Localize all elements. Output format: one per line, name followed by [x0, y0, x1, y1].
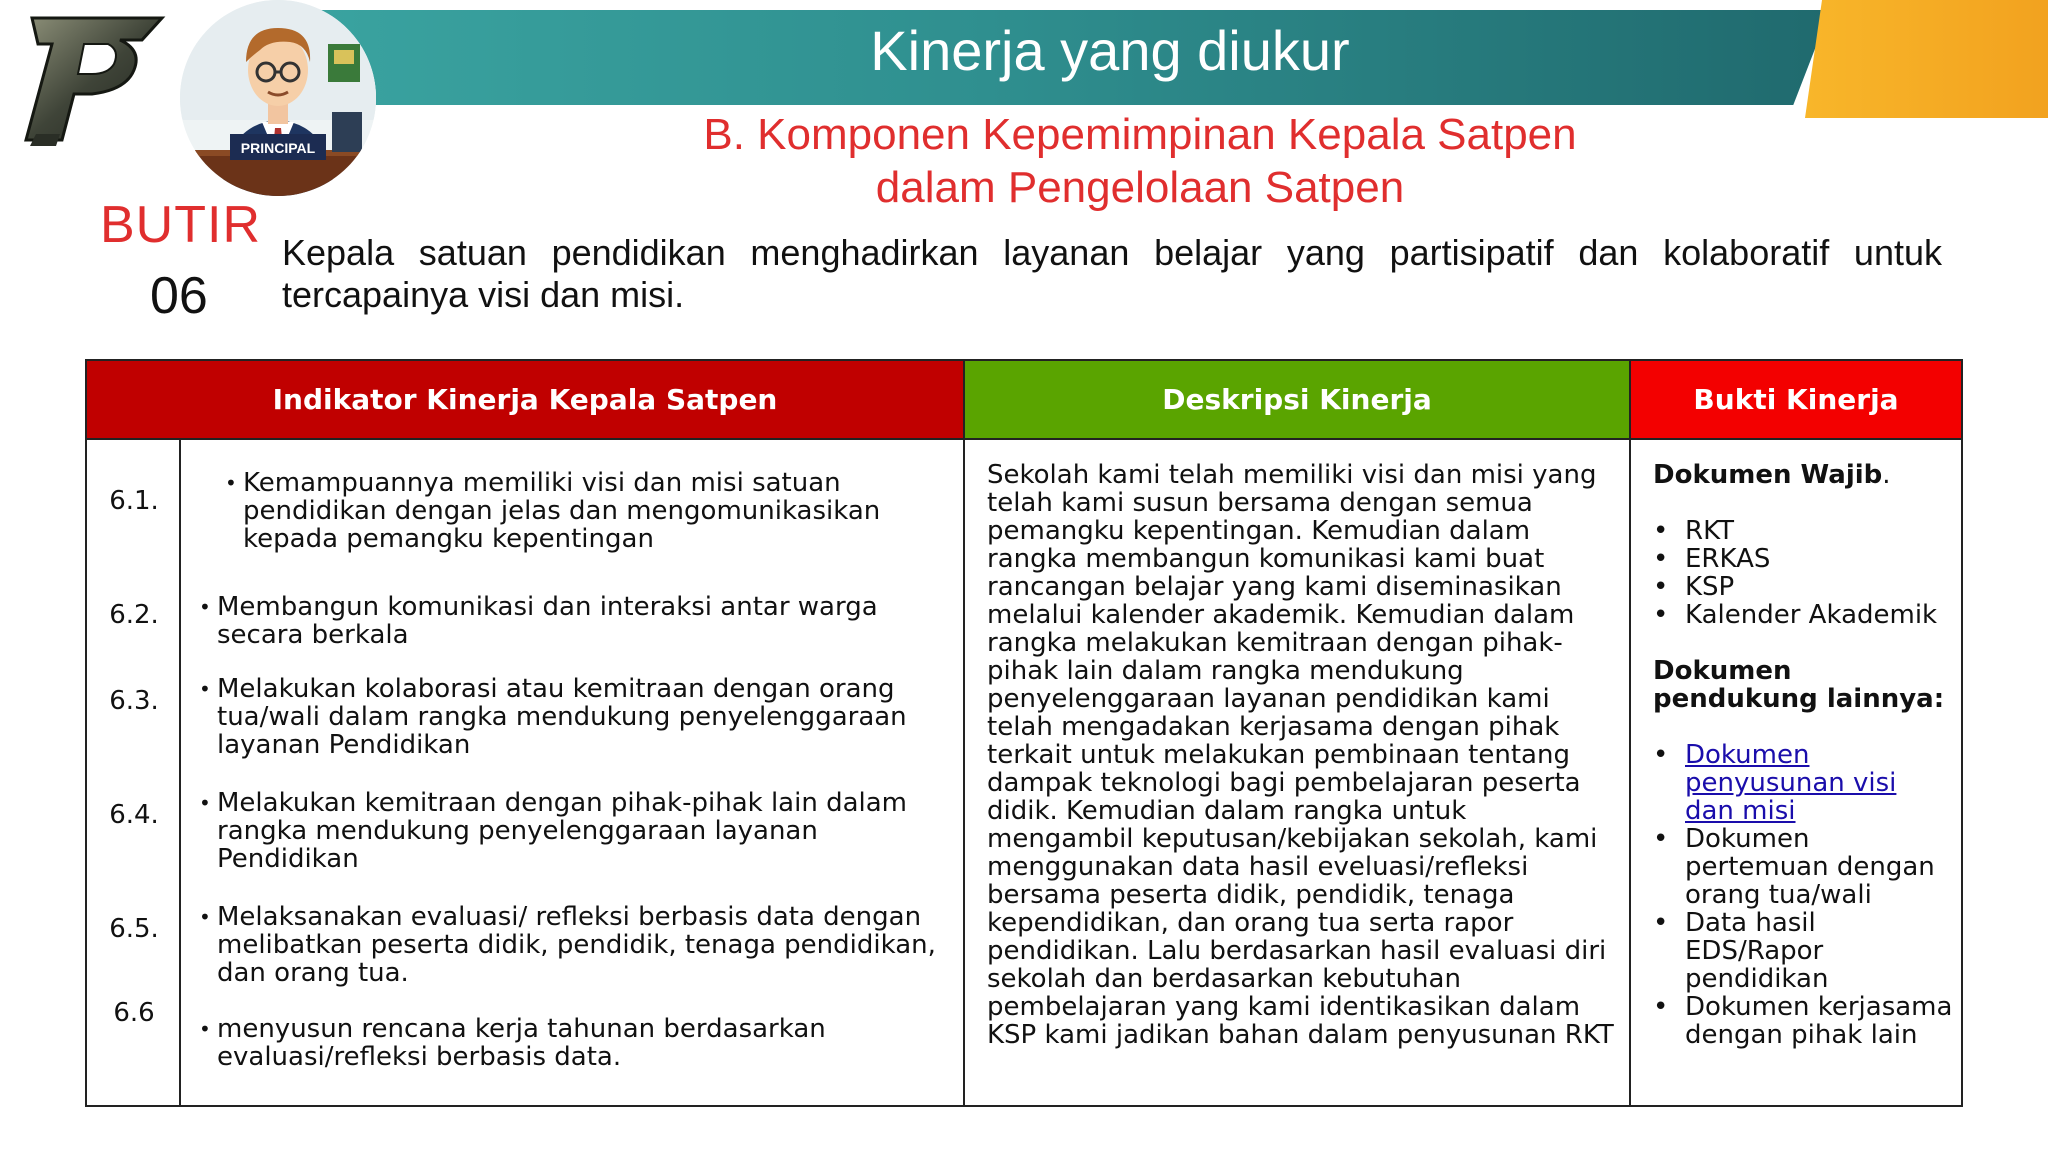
indicator-number: 6.4.: [109, 800, 159, 830]
support-docs-title: Dokumen pendukung lainnya:: [1653, 656, 1945, 714]
butir-label: BUTIR: [100, 196, 261, 254]
bullet-icon: •: [225, 471, 237, 495]
page-title: Kinerja yang diukur: [870, 19, 1350, 82]
indicator-item: • Membangun komunikasi dan interaksi antar warga secara berkala: [199, 592, 878, 650]
required-docs-list: [1653, 517, 1953, 629]
indicator-number: 6.3.: [109, 686, 159, 716]
indicator-column-divider: [963, 439, 965, 1105]
bullet-icon: •: [199, 595, 211, 619]
list-item: • KSP: [1653, 573, 1953, 601]
indicator-item: • menyusun rencana kerja tahunan berdasarkan evaluasi/refleksi berbasis data.: [199, 1014, 826, 1072]
performance-description: Sekolah kami telah memiliki visi dan misi yang telah kami susun bersama dengan semua pemangku kepentingan. Kemudian dalam rangka membangun komunikasi kami buat rancangan belajar yang kami diseminasikan melalui kalender akademik. Kemudian dalam rangka melakukan kemitraan dengan pihak-pihak lain dalam rangka mendukung penyelenggaraan layanan pendidikan kami telah mengadakan kerjasama dengan pihak terkait untuk melakukan pembinaan tentang dampak teknologi bagi pembelajaran peserta didik. Kemudian dalam rangka untuk mengambil keputusan/kebijakan sekolah, kami menggunakan data hasil eveluasi/refleksi bersama peserta didik, pendidik, tenaga kependidikan, dan orang tua serta rapor pendidikan. Lalu berdasarkan hasil evaluasi diri sekolah dan berdasarkan kebutuhan pembelajaran yang kami identikasikan dalam KSP kami jadikan bahan dalam penyusunan RKT: [987, 460, 1614, 1050]
indicator-item: • Kemampuannya memiliki visi dan misi satuan pendidikan dengan jelas dan mengomunikasikan kepada pemangku kepentingan: [225, 468, 881, 554]
indicator-item: • Melaksanakan evaluasi/ refleksi berbasis data dengan melibatkan peserta didik, pendidik, tenaga pendidikan, dan orang tua.: [199, 902, 936, 988]
list-item: • Kalender Akademik: [1653, 601, 1953, 629]
header-evidence: Bukti Kinerja: [1631, 361, 1961, 439]
list-item: • RKT: [1653, 517, 1953, 545]
butir-number: 06: [150, 267, 208, 325]
subtitle-line-1: B. Komponen Kepemimpinan Kepala Satpen: [703, 110, 1577, 159]
support-docs-list: [1653, 741, 1953, 1049]
indicator-number: 6.5.: [109, 914, 159, 944]
list-item: • Dokumen pertemuan dengan orang tua/wali: [1653, 825, 1953, 909]
performance-table: [85, 359, 1963, 1107]
indicator-number: 6.1.: [109, 486, 159, 516]
list-item: [1653, 741, 1953, 825]
indicator-item: • Melakukan kolaborasi atau kemitraan dengan orang tua/wali dalam rangka mendukung penyelenggaraan layanan Pendidikan: [199, 674, 907, 760]
list-item: • ERKAS: [1653, 545, 1953, 573]
bullet-icon: •: [199, 677, 211, 701]
indicator-number: 6.2.: [109, 600, 159, 630]
bullet-icon: •: [199, 905, 211, 929]
bullet-icon: •: [199, 1017, 211, 1041]
butir-statement: Kepala satuan pendidikan menghadirkan layanan belajar yang partisipatif dan kolaboratif untuk tercapainya visi dan misi.: [282, 232, 1942, 315]
subtitle-line-2: dalam Pengelolaan Satpen: [875, 163, 1405, 212]
evidence-cell: [1653, 461, 1953, 1049]
header-indicator: Indikator Kinerja Kepala Satpen: [87, 361, 965, 439]
bullet-icon: •: [199, 791, 211, 815]
list-item: • Dokumen kerjasama dengan pihak lain: [1653, 993, 1953, 1049]
required-docs-title: Dokumen Wajib.: [1653, 460, 1891, 490]
support-docs-link[interactable]: Dokumen penyusunan visi dan misi: [1685, 740, 1897, 826]
letter-p-logo-icon: [22, 10, 167, 150]
header-description: Deskripsi Kinerja: [965, 361, 1631, 439]
subtitle: [540, 108, 1740, 214]
indicator-number: 6.6: [113, 998, 155, 1028]
indicator-item: • Melakukan kemitraan dengan pihak-pihak lain dalam rangka mendukung penyelenggaraan layanan Pendidikan: [199, 788, 908, 874]
avatar-label: PRINCIPAL: [240, 140, 316, 156]
principal-avatar-icon: [180, 0, 376, 196]
header-divider: [87, 438, 1961, 440]
description-column-divider: [1629, 439, 1631, 1105]
list-item: • Data hasil EDS/Rapor pendidikan: [1653, 909, 1953, 993]
